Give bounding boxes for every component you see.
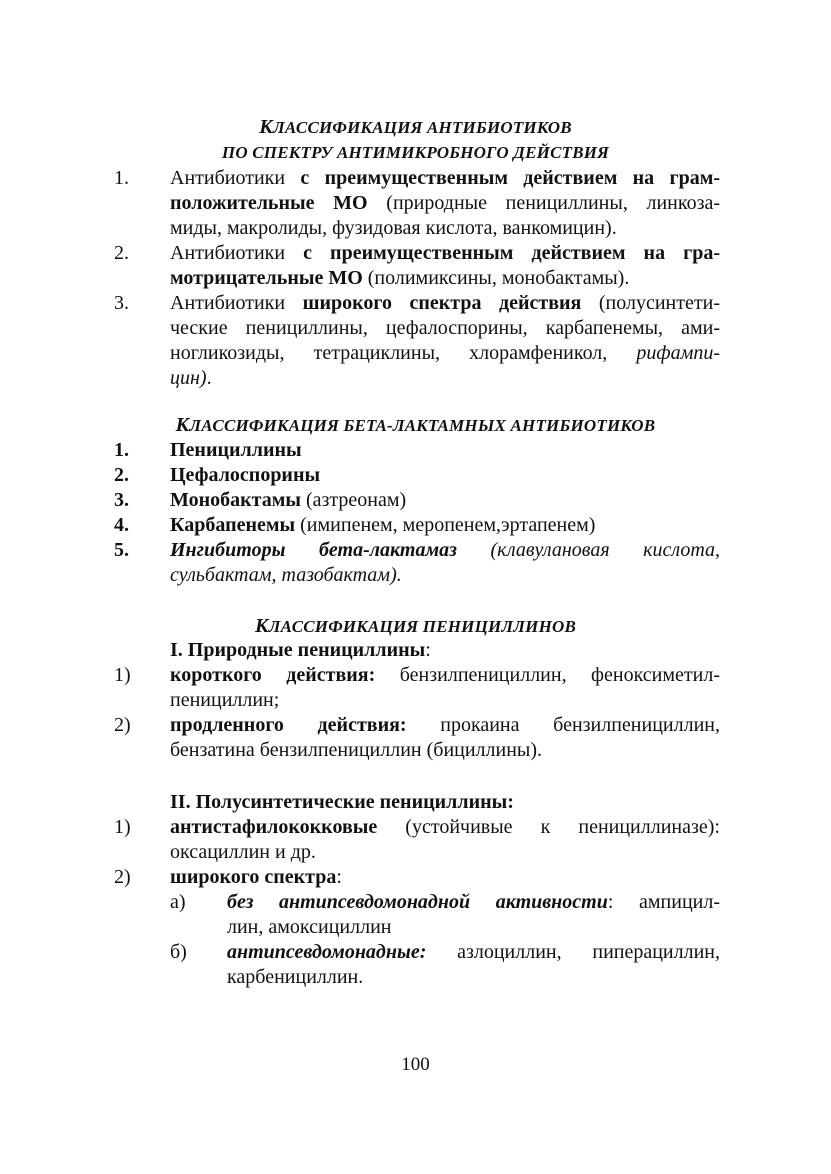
list-number: 3. — [114, 292, 129, 314]
bold-text: с преимущественным действием на гра- — [303, 242, 720, 264]
bold-text: продленного действия: — [170, 714, 407, 736]
list-number: 3. — [114, 489, 129, 511]
heading-initial: К — [175, 414, 190, 436]
list-item-line — [170, 662, 720, 688]
list-item-line: миды, макролиды, фузидовая кислота, ванкомицин). — [170, 217, 617, 239]
bold-text: антистафилококковые — [170, 816, 378, 838]
heading-text: ЛАССИФИКАЦИЯ ПЕНИЦИЛЛИНОВ — [268, 617, 577, 636]
list-number: 4. — [114, 514, 129, 536]
bold-text: Карбапенемы — [170, 514, 296, 536]
bold-text: короткого действия: — [170, 664, 376, 686]
text: ногликозиды, тетрациклины, хлорамфеникол, — [170, 342, 637, 364]
list-number: 2. — [114, 464, 129, 486]
list-item-line — [170, 265, 629, 291]
bold-text: с преимущественным действием на грам- — [300, 167, 720, 189]
sublist-letter: а) — [170, 891, 186, 913]
bold-text: широкого спектра действия — [302, 292, 582, 314]
list-item-line: Цефалоспорины — [170, 464, 321, 486]
list-number: 1. — [114, 439, 129, 461]
heading-initial: К — [259, 116, 273, 138]
bold-text: мотрицательные МО — [170, 267, 363, 289]
list-item-line: Пенициллины — [170, 439, 302, 461]
italic-text: цин) — [170, 367, 207, 389]
heading-initial: К — [254, 615, 269, 637]
bold-text: положительные МО — [170, 192, 368, 214]
text: : — [336, 866, 342, 888]
list-item-line — [170, 240, 720, 266]
heading-text: ЛАССИФИКАЦИЯ АНТИБИОТИКОВ — [272, 118, 572, 137]
text: : — [425, 639, 431, 661]
bold-text: широкого спектра — [170, 866, 337, 888]
list-number: 1) — [114, 816, 131, 838]
list-number: 1. — [114, 167, 129, 189]
heading-penicillins — [0, 615, 831, 638]
heading-spectrum-line1 — [0, 116, 831, 139]
list-number: 2. — [114, 242, 129, 264]
heading-spectrum-line2: ПО СПЕКТРУ АНТИМИКРОБНОГО ДЕЙСТВИЯ — [221, 143, 610, 162]
list-item-line — [170, 487, 406, 513]
italic-text: рифампи- — [636, 342, 720, 364]
bold-italic-text: без антипсевдомонадной активности — [227, 891, 608, 913]
text: бензилпенициллин, феноксиметил- — [375, 664, 720, 686]
text: Антибиотики — [170, 292, 303, 314]
list-item-line — [170, 165, 720, 191]
text: Антибиотики — [170, 167, 301, 189]
list-item-line: лин, амоксициллин — [227, 916, 392, 938]
text: (полимиксины, монобактамы). — [362, 267, 630, 289]
text: прокаина бензилпенициллин, — [406, 714, 720, 736]
text: (имипенем, меропенем,эртапенем) — [295, 514, 596, 536]
list-item-line — [170, 537, 720, 563]
text: (полусинтети- — [581, 292, 720, 314]
list-item-line — [170, 290, 720, 316]
text: (азтреонам) — [300, 489, 407, 511]
italic-text: (клавулановая кислота, — [456, 539, 721, 561]
list-item-line: сульбактам, тазобактам). — [170, 564, 402, 586]
list-item-line — [170, 864, 342, 890]
bold-text: Монобактамы — [170, 489, 301, 511]
list-item-line: карбенициллин. — [227, 966, 364, 988]
list-item-line — [170, 814, 720, 840]
list-item-line — [170, 365, 212, 391]
bold-italic-text: Ингибиторы бета-лактамаз — [170, 539, 457, 561]
list-number: 2) — [114, 866, 131, 888]
text: (устойчивые к пенициллиназе): — [377, 816, 720, 838]
list-item-line: бензатина бензилпенициллин (бициллины). — [170, 739, 543, 761]
list-item-line: оксациллин и др. — [170, 841, 316, 863]
page-number: 100 — [401, 1054, 430, 1075]
subheading-semisynthetic: II. Полусинтетические пенициллины: — [170, 791, 514, 813]
bold-italic-text: антипсевдомонадные: — [227, 941, 427, 963]
sublist-letter: б) — [170, 941, 187, 963]
text: Антибиотики — [170, 242, 304, 264]
list-item-line — [227, 939, 720, 965]
heading-betalactam — [0, 414, 831, 437]
list-item-line — [170, 512, 595, 538]
list-item-line — [227, 889, 720, 915]
list-number: 1) — [114, 664, 131, 686]
text: . — [206, 367, 212, 389]
text: азлоциллин, пиперациллин, — [426, 941, 720, 963]
subheading-natural — [170, 637, 431, 663]
list-item-line — [170, 190, 720, 216]
text: (природные пенициллины, линкоза- — [367, 192, 720, 214]
list-item-line — [170, 340, 720, 366]
list-item-line: ческие пенициллины, цефалоспорины, карбапенемы, ами- — [170, 317, 720, 339]
bold-text: I. Природные пенициллины — [170, 639, 426, 661]
list-number: 5. — [114, 539, 129, 561]
text: : ампицил- — [607, 891, 721, 913]
list-item-line — [170, 712, 720, 738]
list-number: 2) — [114, 714, 131, 736]
heading-text: ЛАССИФИКАЦИЯ БЕТА-ЛАКТАМНЫХ АНТИБИОТИКОВ — [189, 416, 656, 435]
list-item-line: пенициллин; — [170, 689, 280, 711]
